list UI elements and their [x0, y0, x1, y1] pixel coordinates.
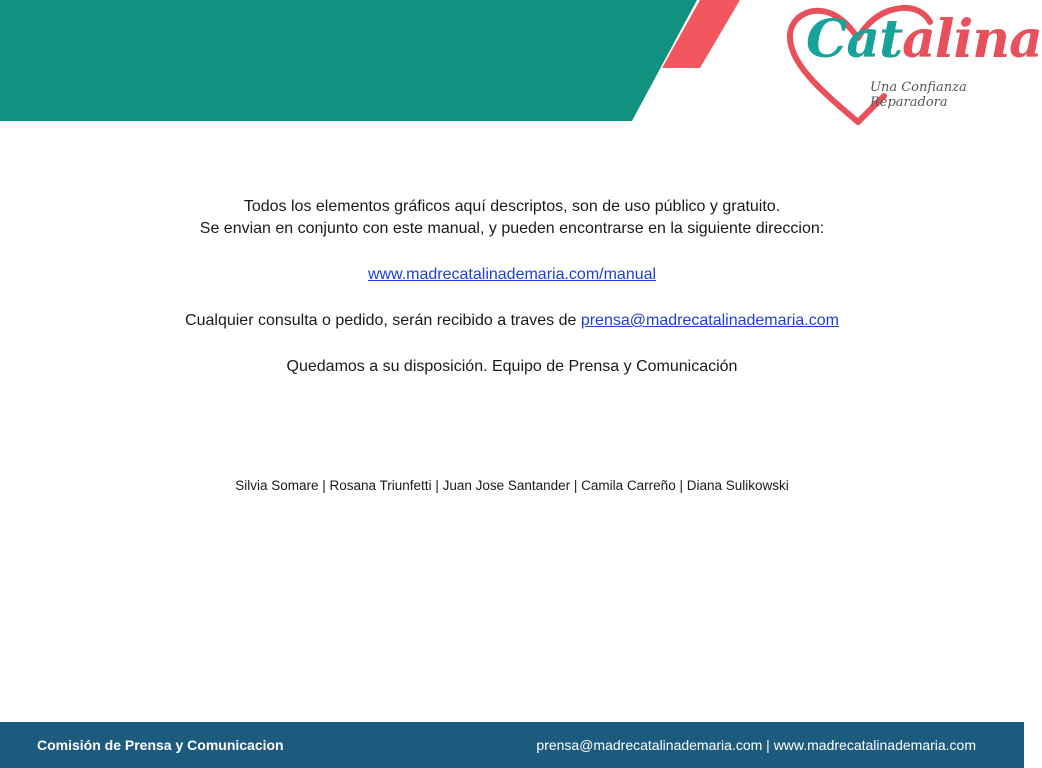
manual-link-line: [0, 264, 1024, 286]
logo-word-part1: Cat: [806, 9, 903, 70]
intro-line-2: Se envian en conjunto con este manual, y pueden encontrarse en la siguiente direccion:: [199, 220, 825, 237]
footer-contact: prensa@madrecatalinademaria.com | www.madrecatalinademaria.com: [536, 737, 976, 753]
footer-commission: Comisión de Prensa y Comunicacion: [37, 737, 284, 753]
contact-prefix: Cualquier consulta o pedido, serán recibido a traves de: [185, 312, 581, 329]
intro-line-1: Todos los elementos gráficos aquí descriptos, son de uso público y gratuito.: [243, 198, 781, 215]
logo-tagline-line2: Reparadora: [870, 95, 948, 110]
team-names: Silvia Somare | Rosana Triunfetti | Juan Jose Santander | Camila Carreño | Diana Sulikowski: [235, 478, 789, 493]
logo-wordmark: [806, 9, 1042, 70]
logo-tagline-line1: Una Confianza: [870, 80, 967, 95]
contact-email-link[interactable]: prensa@madrecatalinademaria.com: [580, 312, 839, 329]
closing-line: Quedamos a su disposición. Equipo de Prensa y Comunicación: [286, 358, 738, 375]
footer-bar: [0, 722, 1024, 768]
main-content: [0, 196, 1024, 378]
teal-banner-shape: [0, 0, 697, 121]
logo-word-part2: alina: [902, 9, 1042, 70]
contact-line: [0, 310, 1024, 332]
manual-link[interactable]: www.madrecatalinademaria.com/manual: [367, 266, 657, 283]
logo-tagline: [870, 80, 980, 110]
